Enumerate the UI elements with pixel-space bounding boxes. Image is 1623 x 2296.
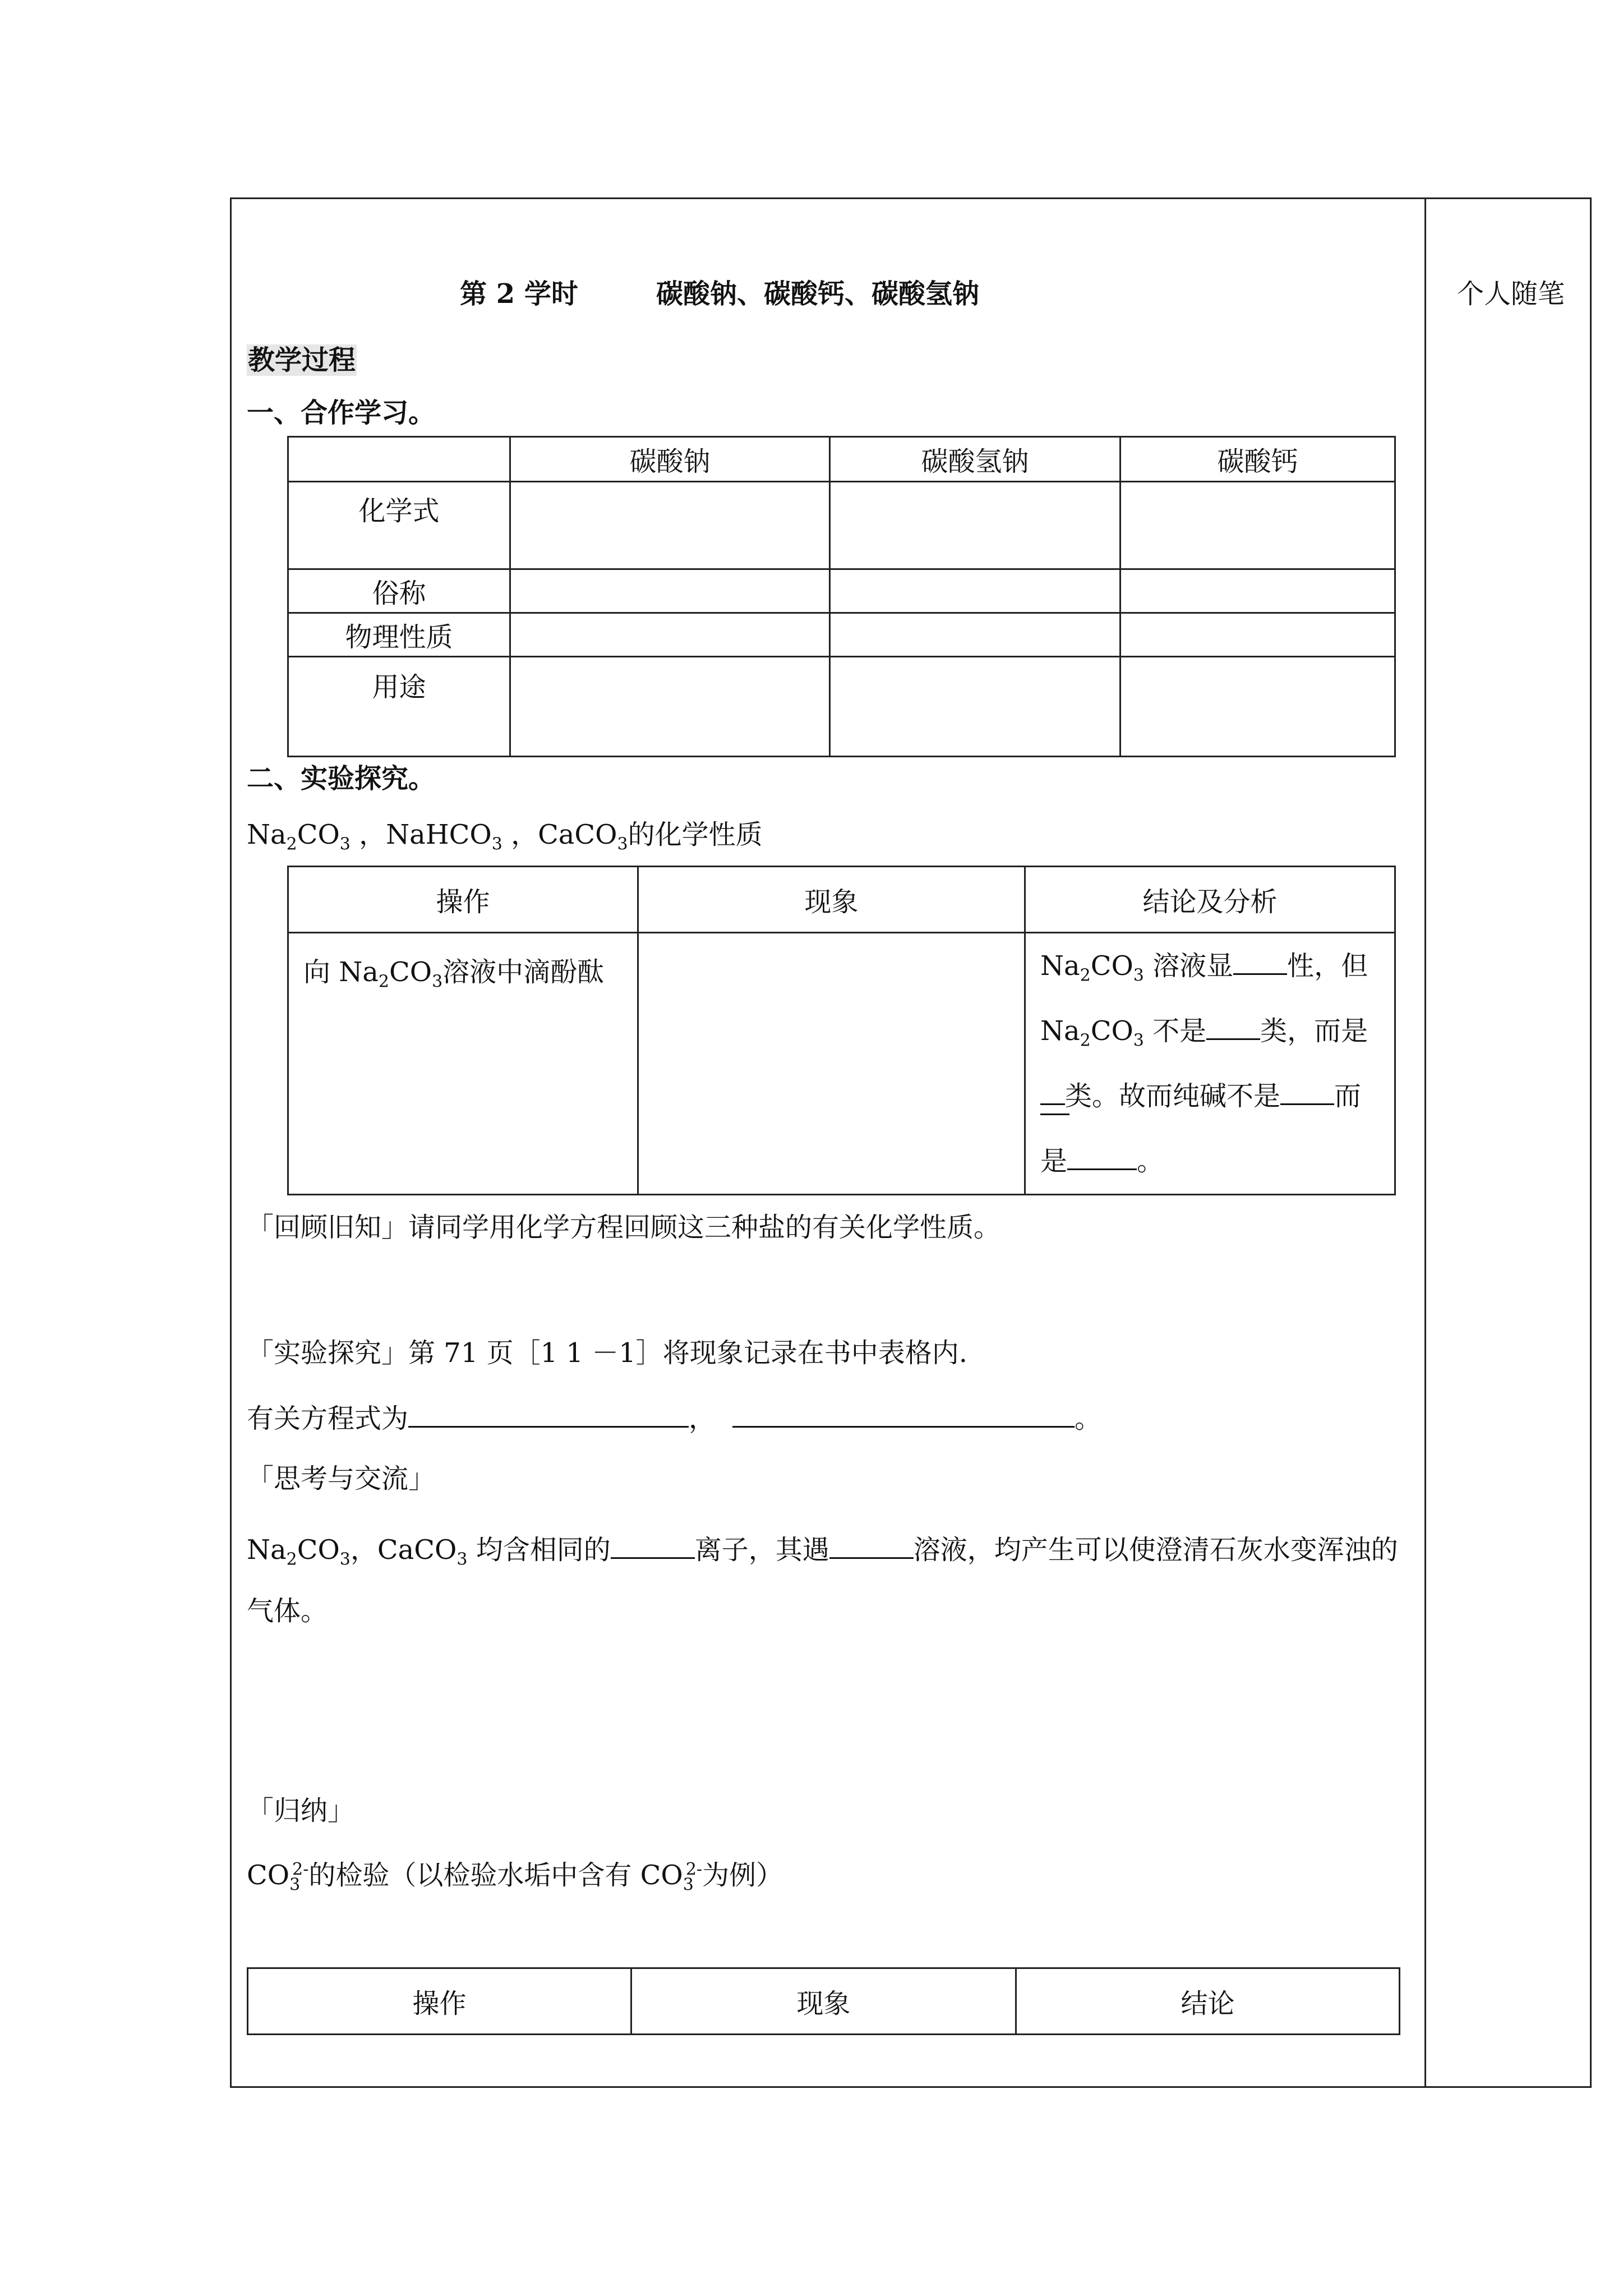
notes-column-divider [1424,197,1426,2088]
think-text-line2: 气体。 [247,1595,328,1627]
section2-subtitle: $Na_2CO_3$ ，NaHCO$_3$ ，CaCO$_3$的化学性质 [247,819,763,854]
properties-table [287,436,1396,757]
operation-cell: 向 $Na_2CO_3$溶液中滴酚酞 [288,933,638,1195]
table-corner-cell [288,437,510,482]
section2-heading: 二、实验探究。 [247,763,436,794]
table-cell [510,569,830,613]
co3-test-table [247,1967,1400,2035]
column-header: 现象 [631,1968,1016,2035]
equation-blank[interactable] [408,1401,689,1428]
summary-heading: 「归纳」 [247,1795,355,1826]
fill-blank[interactable] [1233,949,1287,975]
section1-heading: 一、合作学习。 [247,397,436,429]
table-cell [1121,613,1395,657]
fill-blank[interactable] [1067,1144,1137,1170]
row-header: 用途 [288,657,510,757]
table-cell [830,569,1121,613]
row-header: 物理性质 [288,613,510,657]
table-cell [1121,657,1395,757]
section-process-heading: 教学过程 [248,344,356,376]
fill-blank[interactable] [1206,1014,1260,1040]
fill-blank[interactable] [1040,1079,1065,1105]
table-cell [830,657,1121,757]
co3-test-text: $CO_3^{2-}$的检验（以检验水垢中含有 $CO_3^{2-}$为例） [247,1860,783,1895]
table-cell [1121,482,1395,569]
review-text: 「回顾旧知」请同学用化学方程回顾这三种盐的有关化学性质。 [247,1212,1001,1243]
column-header: 结论 [1016,1968,1400,2035]
column-header: 操作 [288,867,638,933]
fill-blank[interactable] [611,1533,695,1559]
fill-blank[interactable] [1280,1079,1334,1105]
column-header: 现象 [638,867,1025,933]
side-note-label: 个人随笔 [1457,278,1565,310]
column-header: 结论及分析 [1025,867,1395,933]
experiment-table [287,866,1396,1195]
think-heading: 「思考与交流」 [247,1463,436,1494]
lesson-number: 第 2 学时 [460,278,578,310]
row-header: 俗称 [288,569,510,613]
fill-blank[interactable] [829,1533,914,1559]
row-header: 化学式 [288,482,510,569]
lesson-title: 碳酸钠、碳酸钙、碳酸氢钠 [656,278,980,310]
table-cell [830,482,1121,569]
column-header: 碳酸氢钠 [830,437,1121,482]
table-cell [510,657,830,757]
equation-blank[interactable] [732,1401,1075,1428]
experiment-text: 「实验探究」第 71 页［1 1 －1］将现象记录在书中表格内. [247,1337,967,1369]
think-text: $Na_2CO_3$，CaCO$_3$ 均含相同的 离子，其遇 溶液，均产生可以使澄清石灰水变浑浊的 [247,1533,1398,1568]
table-cell [830,613,1121,657]
column-header: 碳酸钙 [1121,437,1395,482]
phenomenon-cell [638,933,1025,1195]
table-cell [1121,569,1395,613]
equation-line: 有关方程式为 ， 。 [247,1401,1101,1432]
conclusion-cell: $Na_2CO_3$ 溶液显 性，但 $Na_2CO_3$ 不是 类，而是 类。故而纯碱不是 而 是 。 [1025,933,1395,1195]
table-cell [510,482,830,569]
column-header: 操作 [248,1968,631,2035]
table-cell [510,613,830,657]
column-header: 碳酸钠 [510,437,830,482]
